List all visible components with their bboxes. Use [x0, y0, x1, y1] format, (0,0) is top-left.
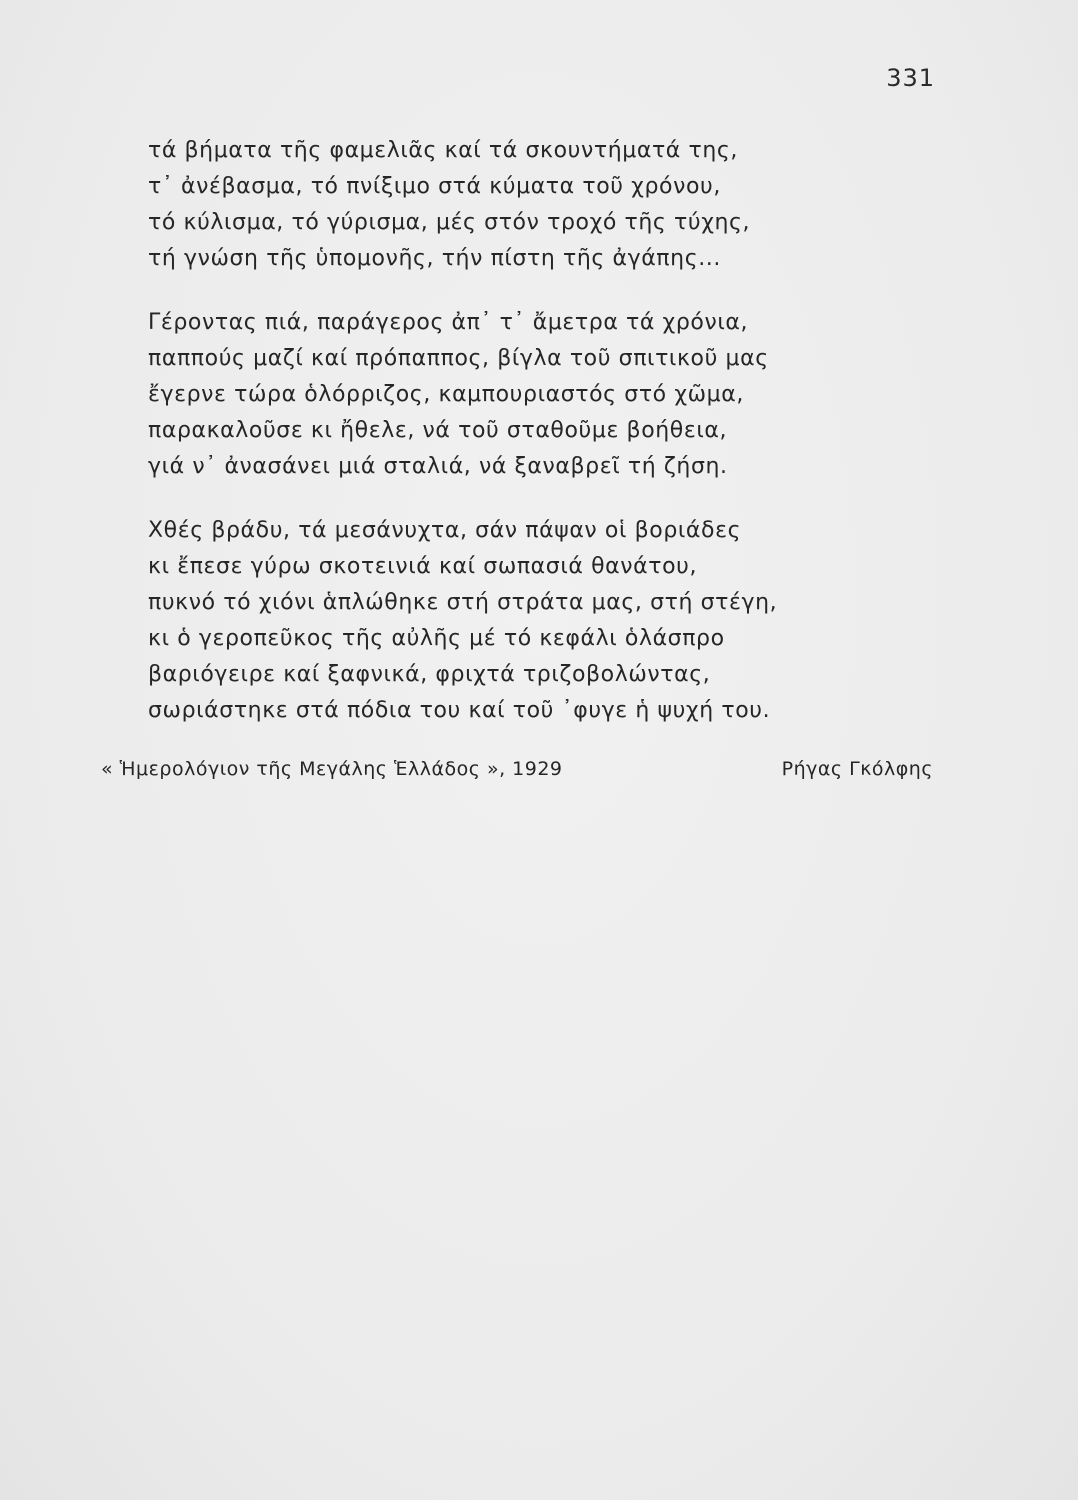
author-name: Ρήγας Γκόλφης: [781, 758, 933, 780]
poem-line: τά βήματα τῆς φαμελιᾶς καί τά σκουντήματά της,: [148, 138, 738, 163]
poem-line: βαριόγειρε καί ξαφνικά, φριχτά τριζοβολώντας,: [148, 662, 711, 687]
page-number: 331: [886, 64, 935, 92]
footer-attribution: [101, 758, 933, 780]
poem-line: κι ἔπεσε γύρω σκοτεινιά καί σωπασιά θανάτου,: [148, 554, 698, 579]
poem-line: Γέροντας πιά, παράγερος ἀπ᾽ τ᾽ ἄμετρα τά χρόνια,: [148, 310, 749, 335]
poem-line: Χθές βράδυ, τά μεσάνυχτα, σάν πάψαν οἱ βοριάδες: [148, 518, 742, 543]
poem-line: τή γνώση τῆς ὑπομονῆς, τήν πίστη τῆς ἀγάπης...: [148, 246, 721, 271]
poem-line: γιά ν᾽ ἀνασάνει μιά σταλιά, νά ξαναβρεῖ τή ζήση.: [148, 454, 728, 479]
poem-line: πυκνό τό χιόνι ἁπλώθηκε στή στράτα μας, στή στέγη,: [148, 590, 778, 615]
source-citation: « Ἡμερολόγιον τῆς Μεγάλης Ἑλλάδος », 1929: [101, 758, 563, 780]
poem-line: παππούς μαζί καί πρόπαππος, βίγλα τοῦ σπιτικοῦ μας: [148, 346, 769, 371]
poem-body: [148, 133, 908, 757]
poem-line: σωριάστηκε στά πόδια του καί τοῦ ᾽φυγε ἡ ψυχή του.: [148, 698, 771, 723]
poem-line: τ᾽ ἀνέβασμα, τό πνίξιμο στά κύματα τοῦ χρόνου,: [148, 174, 721, 199]
stanza-2: [148, 305, 908, 485]
poem-line: κι ὁ γεροπεῦκος τῆς αὐλῆς μέ τό κεφάλι ὁλάσπρο: [148, 626, 725, 651]
stanza-1: [148, 133, 908, 277]
poem-line: ἔγερνε τώρα ὁλόρριζος, καμπουριαστός στό χῶμα,: [148, 382, 744, 407]
poem-line: παρακαλοῦσε κι ἤθελε, νά τοῦ σταθοῦμε βοήθεια,: [148, 418, 728, 443]
stanza-3: [148, 513, 908, 729]
poem-line: τό κύλισμα, τό γύρισμα, μές στόν τροχό τῆς τύχης,: [148, 210, 751, 235]
